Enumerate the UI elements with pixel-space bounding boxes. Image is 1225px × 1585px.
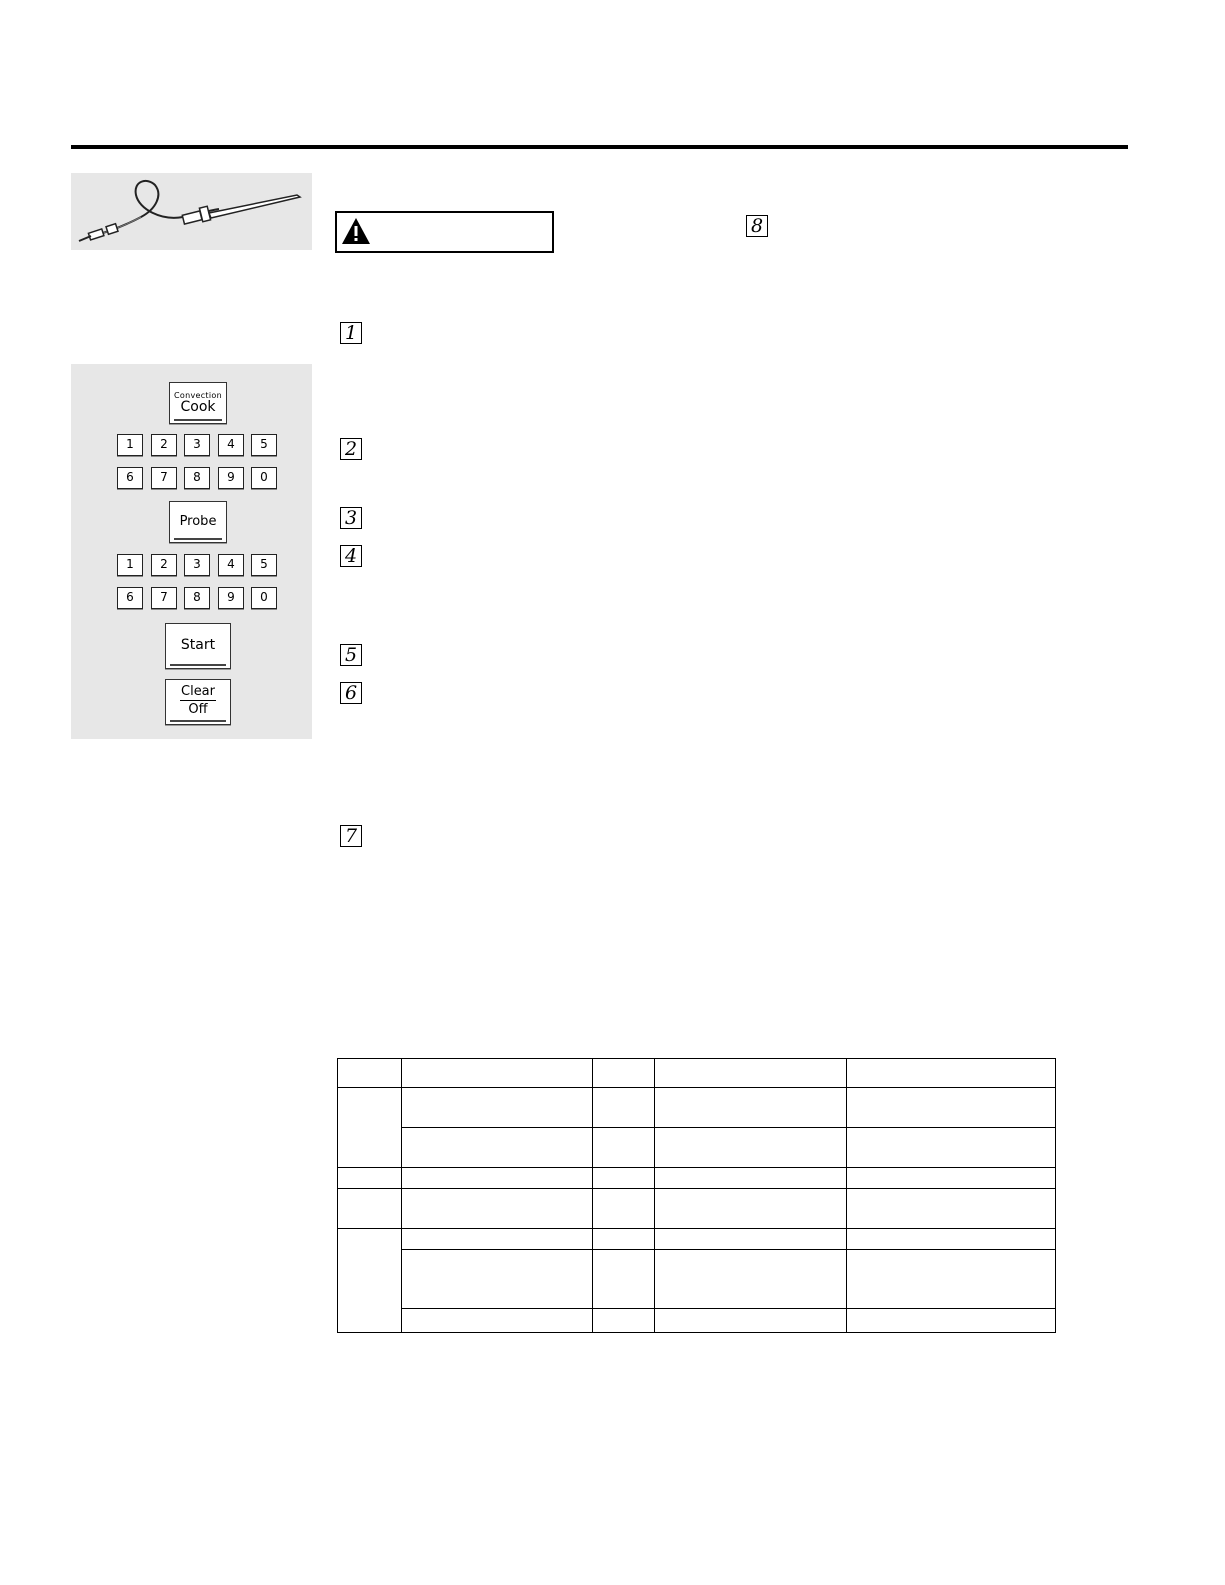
clear-off-button[interactable] — [165, 679, 231, 725]
digit-key-0[interactable]: 0 — [251, 587, 277, 609]
digit-key-5[interactable]: 5 — [251, 434, 277, 456]
clear-off-divider — [180, 700, 216, 701]
header-rule — [71, 145, 1128, 149]
table-cell — [847, 1309, 1056, 1333]
table-cell — [847, 1189, 1056, 1229]
digit-row-1b — [117, 554, 287, 576]
key-underline — [174, 538, 222, 540]
digit-key-5[interactable]: 5 — [251, 554, 277, 576]
table-cell — [401, 1189, 592, 1229]
table-cell — [592, 1309, 654, 1333]
table-row — [338, 1168, 1056, 1189]
digit-row-2b — [117, 587, 287, 609]
key-underline — [170, 720, 226, 722]
digit-key-8[interactable]: 8 — [184, 467, 210, 489]
step-6-number: 6 — [340, 682, 362, 704]
table-row — [338, 1128, 1056, 1168]
digit-key-9[interactable]: 9 — [218, 467, 244, 489]
convection-cook-button[interactable] — [169, 382, 227, 424]
digit-key-4[interactable]: 4 — [218, 554, 244, 576]
table-cell — [592, 1229, 654, 1250]
table-cell — [654, 1128, 847, 1168]
table-cell — [592, 1189, 654, 1229]
table-cell — [592, 1250, 654, 1309]
probe-label: Probe — [179, 514, 217, 529]
clear-off-line1: Clear — [181, 684, 215, 699]
start-button[interactable] — [165, 623, 231, 669]
table-cell — [401, 1088, 592, 1128]
table-cell — [401, 1059, 592, 1088]
digit-row-1a — [117, 434, 287, 456]
clear-off-line2: Off — [188, 702, 208, 717]
table-row — [338, 1309, 1056, 1333]
temperature-probe-icon — [71, 173, 312, 250]
probe-button[interactable] — [169, 501, 227, 543]
table-cell — [401, 1168, 592, 1189]
digit-key-6[interactable]: 6 — [117, 467, 143, 489]
table-cell — [654, 1088, 847, 1128]
table-cell — [338, 1088, 402, 1168]
table-cell — [847, 1088, 1056, 1128]
step-2-number: 2 — [340, 438, 362, 460]
table-cell — [654, 1168, 847, 1189]
table-cell — [847, 1250, 1056, 1309]
digit-key-8[interactable]: 8 — [184, 587, 210, 609]
digit-key-4[interactable]: 4 — [218, 434, 244, 456]
table-cell — [654, 1229, 847, 1250]
digit-key-7[interactable]: 7 — [151, 467, 177, 489]
digit-row-2a — [117, 467, 287, 489]
step-8-number: 8 — [746, 215, 768, 237]
table-cell — [592, 1088, 654, 1128]
digit-key-3[interactable]: 3 — [184, 554, 210, 576]
step-1-number: 1 — [340, 322, 362, 344]
table-cell — [654, 1309, 847, 1333]
table-cell — [847, 1128, 1056, 1168]
step-7-number: 7 — [340, 825, 362, 847]
step-3-number: 3 — [340, 507, 362, 529]
start-label: Start — [180, 637, 216, 653]
convection-cook-line2: Cook — [180, 399, 216, 415]
digit-key-7[interactable]: 7 — [151, 587, 177, 609]
probe-temperature-table — [337, 1058, 1056, 1333]
table-cell — [338, 1059, 402, 1088]
table-cell — [338, 1189, 402, 1229]
table-header-row — [338, 1059, 1056, 1088]
digit-key-2[interactable]: 2 — [151, 434, 177, 456]
digit-key-3[interactable]: 3 — [184, 434, 210, 456]
table-cell — [338, 1229, 402, 1333]
table-row — [338, 1189, 1056, 1229]
table-row — [338, 1250, 1056, 1309]
table-row — [338, 1088, 1056, 1128]
table-cell — [401, 1309, 592, 1333]
table-row — [338, 1229, 1056, 1250]
probe-illustration-panel — [71, 173, 312, 250]
key-underline — [170, 664, 226, 666]
table-cell — [401, 1250, 592, 1309]
digit-key-0[interactable]: 0 — [251, 467, 277, 489]
table-cell — [401, 1128, 592, 1168]
table-cell — [592, 1128, 654, 1168]
table-cell — [654, 1059, 847, 1088]
convection-cook-line1: Convection — [174, 391, 222, 400]
table-cell — [592, 1059, 654, 1088]
table-cell — [592, 1168, 654, 1189]
table-cell — [847, 1168, 1056, 1189]
digit-key-2[interactable]: 2 — [151, 554, 177, 576]
step-5-number: 5 — [340, 644, 362, 666]
table-cell — [847, 1229, 1056, 1250]
table-cell — [654, 1250, 847, 1309]
digit-key-6[interactable]: 6 — [117, 587, 143, 609]
digit-key-9[interactable]: 9 — [218, 587, 244, 609]
step-4-number: 4 — [340, 545, 362, 567]
table-cell — [338, 1168, 402, 1189]
table-cell — [401, 1229, 592, 1250]
digit-key-1[interactable]: 1 — [117, 554, 143, 576]
warning-triangle-icon — [341, 216, 371, 246]
table-cell — [847, 1059, 1056, 1088]
key-underline — [174, 419, 222, 421]
digit-key-1[interactable]: 1 — [117, 434, 143, 456]
table-cell — [654, 1189, 847, 1229]
